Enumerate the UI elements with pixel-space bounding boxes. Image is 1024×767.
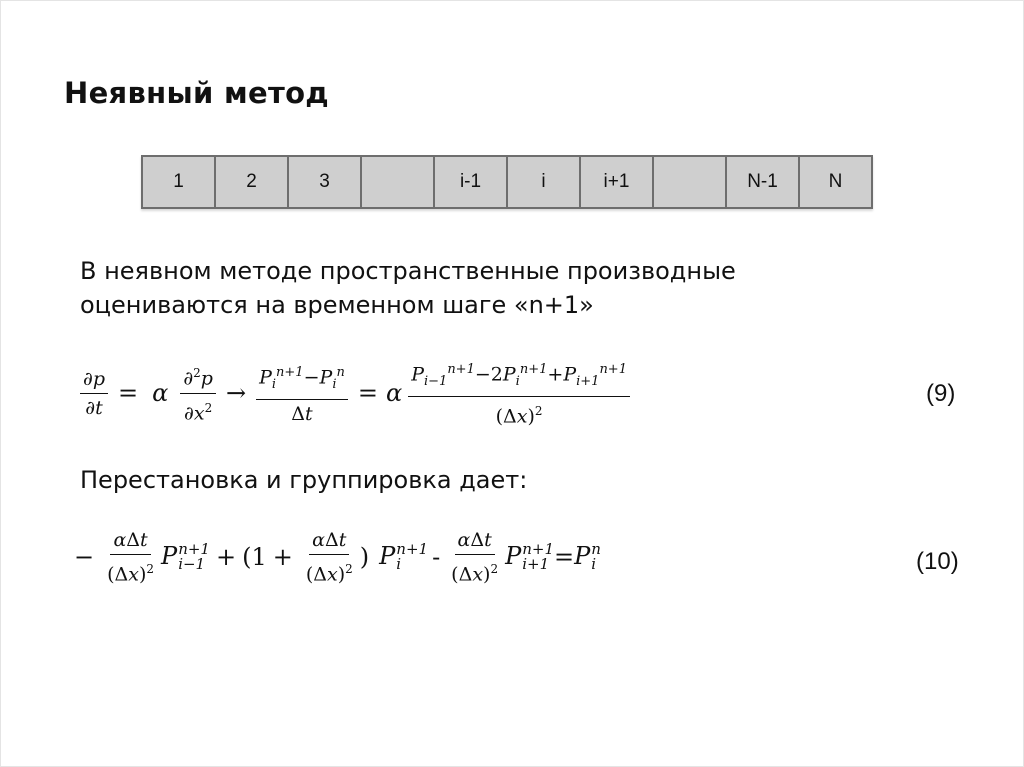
- grid-cell: i+1: [581, 157, 654, 207]
- grid-cell: N: [828, 171, 843, 192]
- grid-cell: [362, 157, 435, 207]
- grid-cell: N-1: [727, 157, 800, 207]
- grid-diagram: [141, 155, 873, 209]
- equation-number: (10): [916, 548, 959, 575]
- slide-title: Неявный метод: [64, 76, 330, 110]
- equation-10: − $\frac{\text{αΔt}}{(\Delta x)^2}$ P n+1 i−1 + (1 + $\frac{\text{αΔt}}{(\Delta x)^2}$ ) P n+1 i - $\frac{\text{αΔt}}{(\Delta x)^2}$ P n+1 i+1 = P n i: [74, 529, 601, 586]
- grid-cell: [654, 157, 727, 207]
- description-paragraph: [80, 254, 900, 322]
- grid-cell: 1: [143, 157, 216, 207]
- paragraph-line: оцениваются на временном шаге «n+1»: [80, 291, 594, 319]
- grid-cell: 2: [216, 157, 289, 207]
- grid-cell: i-1: [435, 157, 508, 207]
- grid-cell: 3: [289, 157, 362, 207]
- subtitle: Перестановка и группировка дает:: [80, 466, 528, 494]
- grid-cell: i: [508, 157, 581, 207]
- equation-9: $\frac{\partial p}{\partial t}$ = α $\frac{\partial^2p}{\partial x^2}$ → $\frac{P_i^{n+1}-P_i^n}{\Delta t}$ = α $\frac{P_{i-1}^{n+1}-2P_i^{n+1}+P_{i+1}^{n+1}}{(\Delta x)^2}$: [76, 358, 634, 428]
- paragraph-line: В неявном методе пространственные производные: [80, 257, 736, 285]
- equation-number: (9): [926, 380, 956, 407]
